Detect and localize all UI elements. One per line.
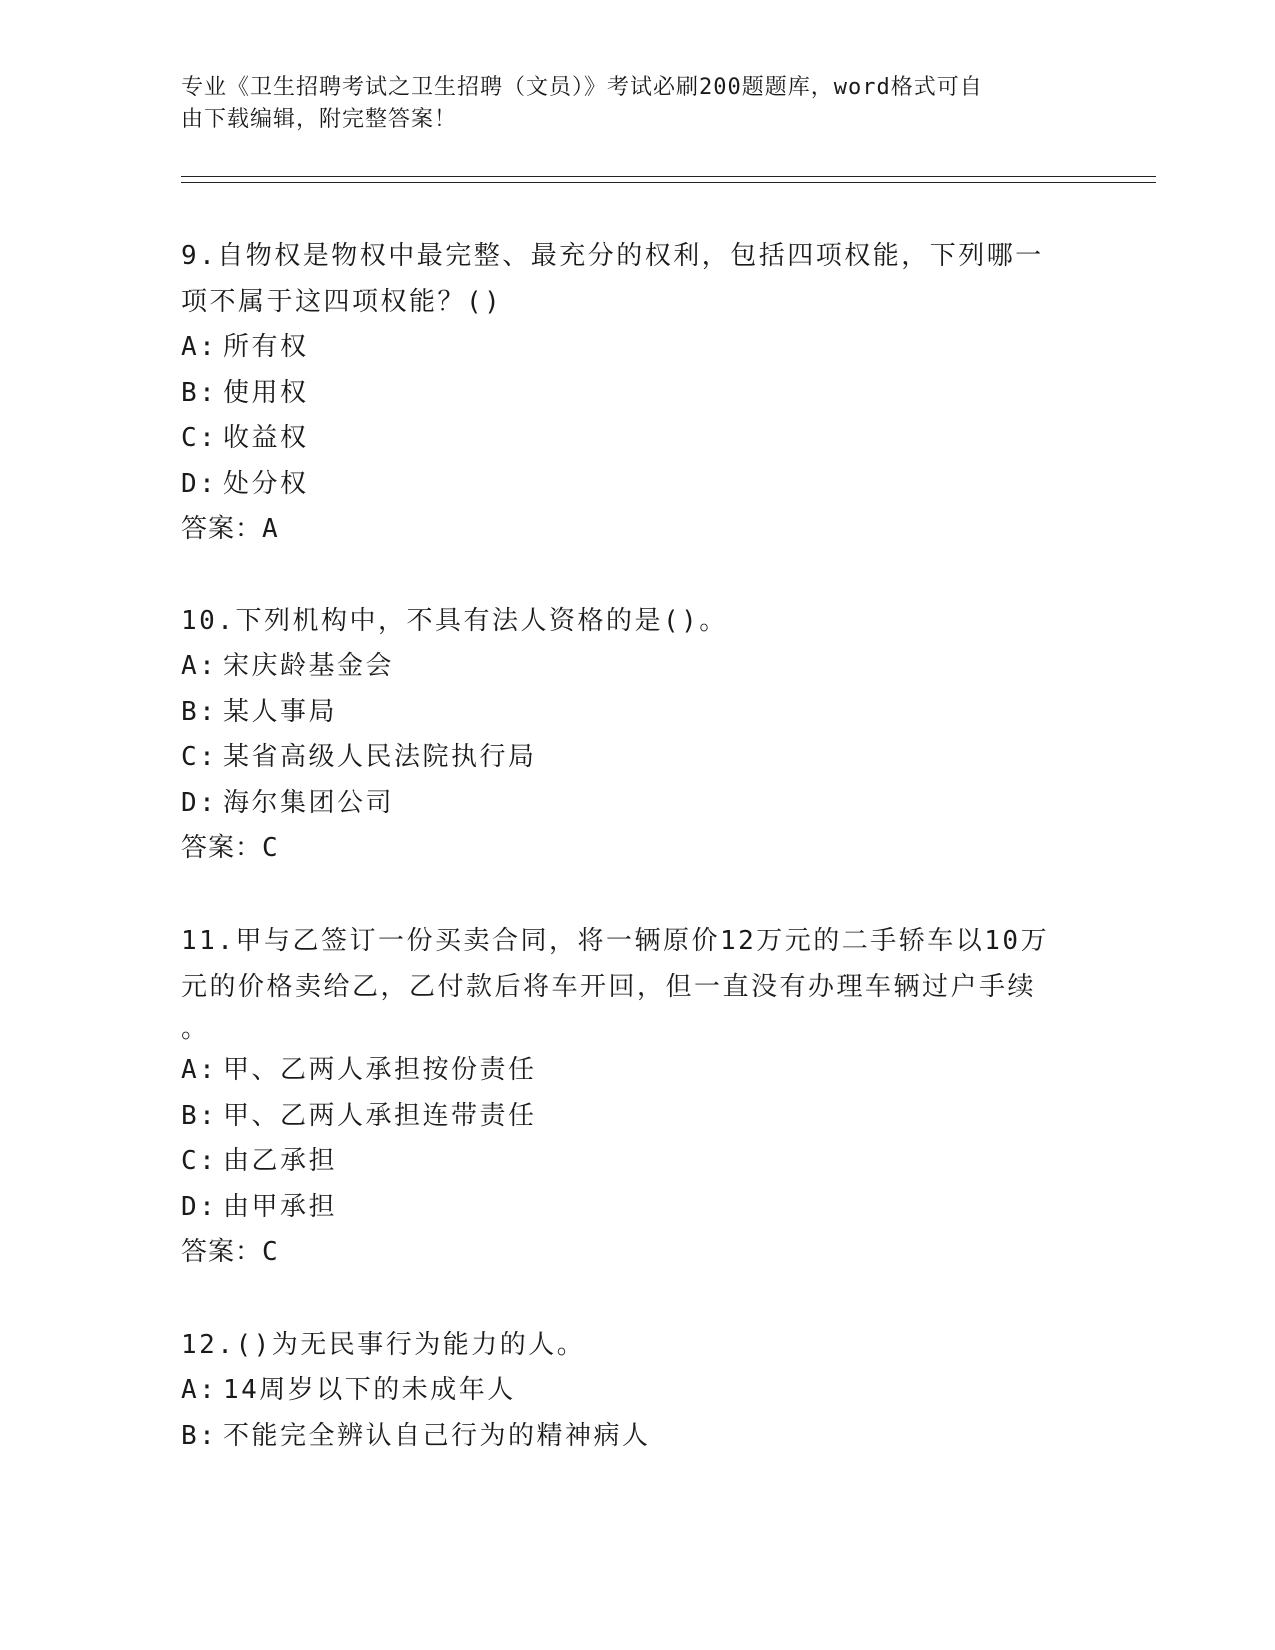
answer-line xyxy=(181,826,1081,871)
question-stem-line: 项不属于这四项权能？() xyxy=(181,287,503,317)
option-letter: A: xyxy=(181,332,218,362)
option-letter: A: xyxy=(181,1055,218,1085)
answer-value: C xyxy=(262,1237,279,1267)
document-header xyxy=(181,72,1061,136)
question-stem-line: 11.甲与乙签订一份买卖合同，将一辆原价12万元的二手轿车以10万 xyxy=(181,926,1050,956)
answer-label: 答案： xyxy=(181,833,263,863)
option-a xyxy=(181,644,1081,690)
option-text: 处分权 xyxy=(223,468,309,499)
option-text: 甲、乙两人承担连带责任 xyxy=(223,1100,537,1131)
option-text: 由乙承担 xyxy=(223,1146,338,1176)
option-text: 不能完全辨认自己行为的精神病人 xyxy=(223,1420,651,1451)
option-d xyxy=(181,1185,1081,1231)
option-text: 海尔集团公司 xyxy=(223,787,395,818)
option-text: 某人事局 xyxy=(223,696,338,727)
header-divider-top xyxy=(181,176,1156,177)
option-text: 使用权 xyxy=(223,377,309,408)
option-text: 14周岁以下的未成年人 xyxy=(223,1375,516,1405)
option-letter: B: xyxy=(181,1100,218,1131)
option-b xyxy=(181,371,1081,417)
header-divider-bottom xyxy=(181,182,1156,183)
option-letter: C: xyxy=(181,1146,218,1176)
option-text: 所有权 xyxy=(223,332,309,362)
answer-value: A xyxy=(262,514,279,544)
option-a xyxy=(181,1368,1081,1414)
header-line-2: 由下载编辑，附完整答案！ xyxy=(181,107,458,132)
answer-label: 答案： xyxy=(181,514,263,544)
option-letter: A: xyxy=(181,1375,218,1405)
option-text: 由甲承担 xyxy=(223,1191,338,1222)
question-stem-line: 。 xyxy=(181,1014,210,1044)
question-12 xyxy=(181,1322,1081,1459)
option-c xyxy=(181,735,1081,781)
option-text: 宋庆龄基金会 xyxy=(223,651,395,681)
question-stem-line: 12.()为无民事行为能力的人。 xyxy=(181,1330,586,1360)
answer-value: C xyxy=(262,833,279,863)
option-b xyxy=(181,1414,1081,1460)
option-letter: D: xyxy=(181,1191,218,1222)
question-stem-line: 元的价格卖给乙，乙付款后将车开回，但一直没有办理车辆过户手续 xyxy=(181,972,1037,1002)
answer-line xyxy=(181,1230,1081,1275)
question-stem-line: 9.自物权是物权中最完整、最充分的权利，包括四项权能，下列哪一 xyxy=(181,241,1044,271)
option-letter: D: xyxy=(181,787,218,818)
option-b xyxy=(181,690,1081,736)
option-text: 甲、乙两人承担按份责任 xyxy=(223,1055,537,1085)
option-text: 收益权 xyxy=(223,423,309,453)
option-c xyxy=(181,1139,1081,1185)
option-a xyxy=(181,1048,1081,1094)
option-a xyxy=(181,325,1081,371)
option-letter: B: xyxy=(181,377,218,408)
question-9 xyxy=(181,233,1081,552)
option-b xyxy=(181,1094,1081,1140)
option-d xyxy=(181,781,1081,827)
option-letter: C: xyxy=(181,742,218,772)
option-c xyxy=(181,416,1081,462)
option-text: 某省高级人民法院执行局 xyxy=(223,742,537,772)
option-letter: D: xyxy=(181,468,218,499)
question-11 xyxy=(181,918,1081,1275)
option-letter: C: xyxy=(181,423,218,453)
question-10 xyxy=(181,598,1081,871)
option-letter: B: xyxy=(181,696,218,727)
header-line-1: 专业《卫生招聘考试之卫生招聘（文员）》考试必刷200题题库，word格式可自 xyxy=(181,75,983,100)
question-stem-line: 10.下列机构中，不具有法人资格的是()。 xyxy=(181,606,728,636)
option-letter: B: xyxy=(181,1420,218,1451)
answer-label: 答案： xyxy=(181,1237,263,1267)
option-letter: A: xyxy=(181,651,218,681)
option-d xyxy=(181,462,1081,508)
answer-line xyxy=(181,507,1081,552)
